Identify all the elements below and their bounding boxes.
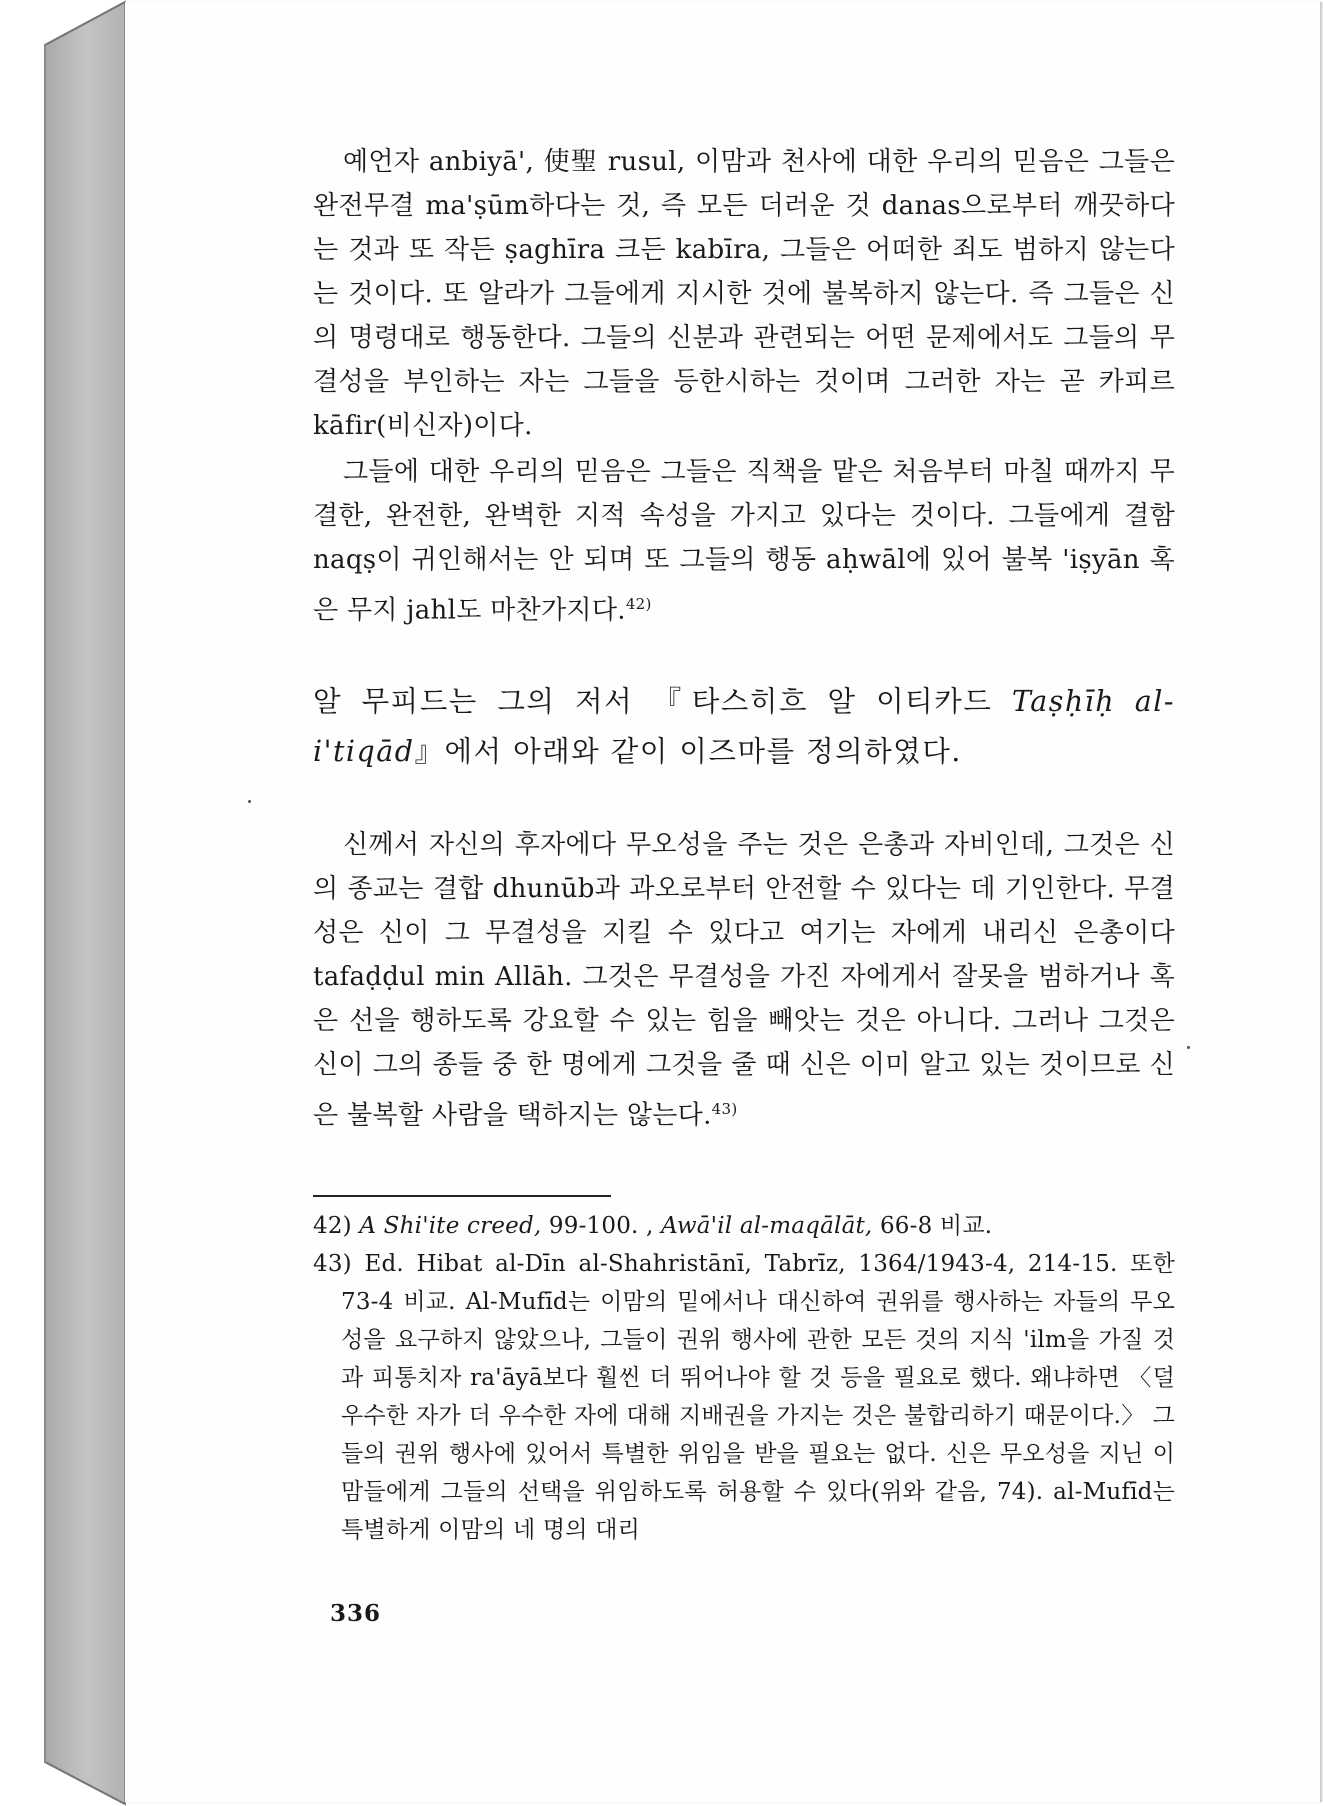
footnote-42-title-1: A Shi'ite creed, bbox=[359, 1213, 542, 1240]
footnote-42-number: 42) bbox=[313, 1213, 352, 1240]
page-content bbox=[313, 140, 1175, 1549]
narrative-paragraph bbox=[313, 677, 1175, 777]
quote-paragraph-1: 예언자 anbiyā', 使聖 rusul, 이맘과 천사에 대한 우리의 믿음은 그들은 완전무결 ma'ṣūm하다는 것, 즉 모든 더러운 것 danas으로부터 깨끗하다는 것과 또 작든 ṣaghīra 크든 kabīra, 그들은 어떠한 죄도 범하지 않는다는 것이다. 또 알라가 그들에게 지시한 것에 불복하지 않는다. 즉 그들은 신의 명령대로 행동한다. 그들의 신분과 관련되는 어떤 문제에서도 그들의 무결성을 부인하는 자는 그들을 등한시하는 것이며 그러한 자는 곧 카피르 kāfir(비신자)이다. bbox=[313, 147, 1175, 441]
footnote-43 bbox=[313, 1245, 1175, 1549]
narrative-text-after: 』에서 아래와 같이 이즈마를 정의하였다. bbox=[414, 734, 962, 768]
narrative-book-title: Taṣḥīḥ al-i'tiqād bbox=[313, 684, 1175, 768]
quote-paragraph-2-text: 그들에 대한 우리의 믿음은 그들은 직책을 맡은 처음부터 마칠 때까지 무결한, 완전한, 완벽한 지적 속성을 가지고 있다는 것이다. 그들에게 결함 naqṣ이 귀인해서는 안 되며 또 그들의 행동 aḥwāl에 있어 불복 'iṣyān 혹은 무지 jahl도 마찬가지다. bbox=[313, 457, 1175, 626]
footnote-rule bbox=[313, 1195, 611, 1197]
quote-paragraph-2 bbox=[313, 450, 1175, 633]
footnote-43-text: Ed. Hibat al-Dīn al-Shahristānī, Tabrīz, 1364/1943-4, 214-15. 또한 73-4 비교. Al-Mufīd는 이맘의 밑에서나 대신하여 권위를 행사하는 자들의 무오성을 요구하지 않았으나, 그들이 권위 행사에 관한 모든 것의 지식 'ilm을 가질 것과 피통치자 ra'āyā보다 훨씬 더 뛰어나야 할 것 등을 필요로 했다. 왜냐하면 〈덜 우수한 자가 더 우수한 자에 대해 지배권을 가지는 것은 불합리하기 때문이다.〉 그들의 권위 행사에 있어서 특별한 위임을 받을 필요는 없다. 신은 무오성을 지닌 이맘들에게 그들의 선택을 위임하도록 허용할 수 있다(위와 같음, 74). al-Mufīd는 특별하게 이맘의 네 명의 대리 bbox=[341, 1251, 1175, 1544]
footnote-42-end: 66-8 비교. bbox=[872, 1213, 993, 1240]
quote-paragraph-3-text: 신께서 자신의 후자에다 무오성을 주는 것은 은총과 자비인데, 그것은 신의 종교는 결합 dhunūb과 과오로부터 안전할 수 있다는 데 기인한다. 무결성은 신이 그 무결성을 지킬 수 있다고 여기는 자에게 내리신 은총이다 tafaḍḍul min Allāh. 그것은 무결성을 가진 자에게서 잘못을 범하거나 혹은 선을 행하도록 강요할 수 있는 힘을 빼앗는 것은 아니다. 그러나 그것은 신이 그의 종들 중 한 명에게 그것을 줄 때 신은 이미 알고 있는 것이므로 신은 불복할 사람을 택하지는 않는다. bbox=[313, 829, 1175, 1131]
scan-speck bbox=[248, 800, 251, 803]
page-number: 336 bbox=[330, 1600, 382, 1627]
footnote-ref-43: 43) bbox=[711, 1099, 738, 1118]
footnote-42-pages: 99-100. , bbox=[541, 1213, 662, 1240]
book-spine bbox=[0, 0, 130, 1806]
footnote-42-title-2: Awā'il al-maqālāt, bbox=[661, 1213, 873, 1240]
quote-paragraph-3 bbox=[313, 823, 1175, 1138]
narrative-text-before: 알 무피드는 그의 저서 『타스히흐 알 이티카드 bbox=[313, 684, 1012, 718]
footnote-ref-42: 42) bbox=[625, 595, 652, 613]
scan-speck bbox=[1187, 1046, 1190, 1049]
footnote-42 bbox=[313, 1207, 1175, 1245]
footnote-43-number: 43) bbox=[313, 1251, 352, 1278]
